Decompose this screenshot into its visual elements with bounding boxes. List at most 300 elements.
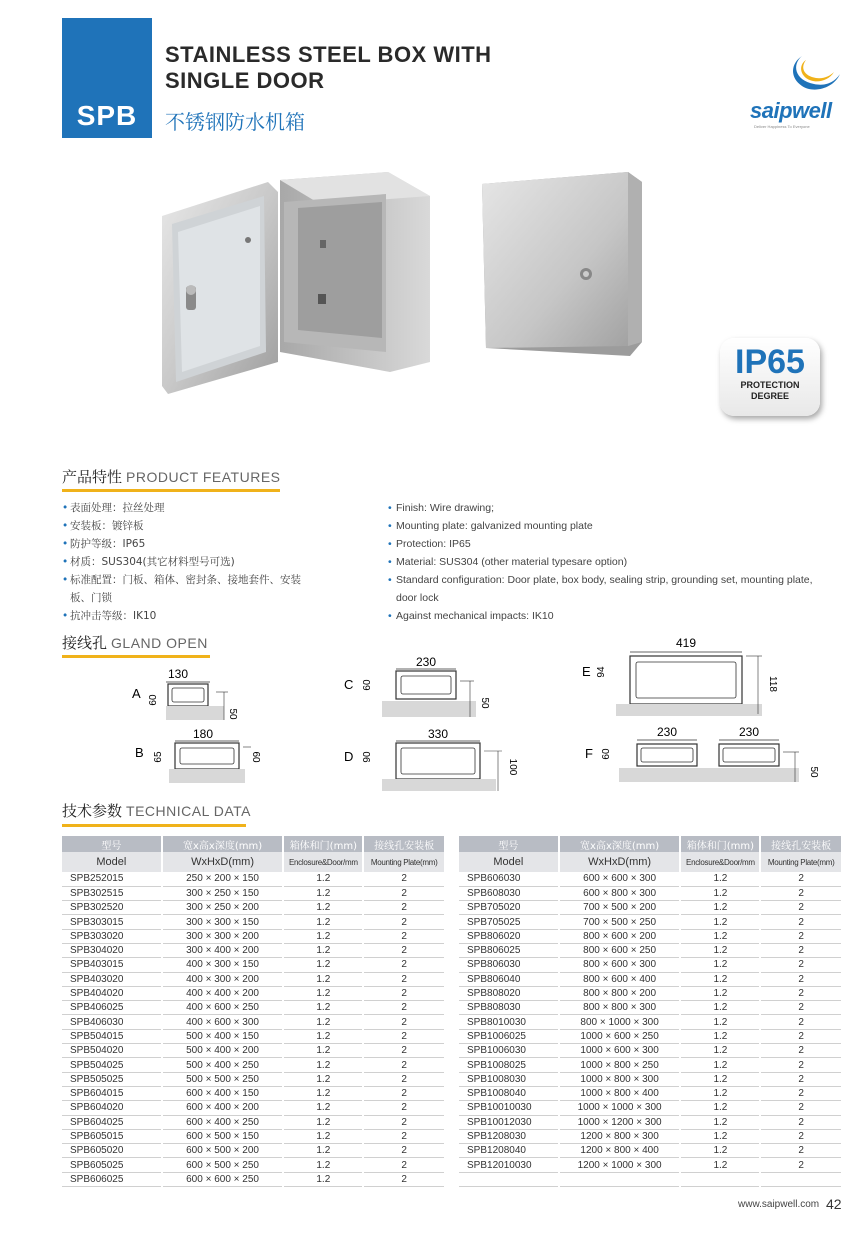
tech-table-right-body [459, 872, 842, 1187]
plate-cell: 2 [760, 915, 842, 929]
feature-en: • Finish: Wire drawing; [388, 499, 828, 517]
model-cell: SPB605015 [62, 1129, 162, 1143]
thickness-cell: 1.2 [283, 1115, 363, 1129]
feature-en: • Standard configuration: Door plate, box body, sealing strip, grounding set, mounting plate, door lock [388, 571, 818, 607]
model-cell [459, 1172, 559, 1186]
col-model-en: Model [62, 852, 162, 872]
gland-e-width: 419 [675, 636, 697, 650]
table-row [62, 886, 445, 900]
ip-line-1: PROTECTION [740, 380, 800, 390]
plate-cell: 2 [760, 886, 842, 900]
title-line-2: SINGLE DOOR [165, 68, 325, 93]
features-underline [62, 489, 280, 492]
dimensions-cell: 700 × 500 × 200 [559, 901, 681, 915]
features-list-cn [62, 499, 362, 625]
model-cell: SPB1008025 [459, 1058, 559, 1072]
thickness-cell: 1.2 [680, 1029, 760, 1043]
plate-cell: 2 [363, 1144, 445, 1158]
thickness-cell [680, 1172, 760, 1186]
table-row [459, 886, 842, 900]
saipwell-logo [750, 58, 850, 133]
table-row [459, 1158, 842, 1172]
plate-cell: 2 [363, 943, 445, 957]
feature-cn: • 抗冲击等级：IK10 [62, 607, 362, 625]
thickness-cell: 1.2 [283, 1158, 363, 1172]
thickness-cell: 1.2 [283, 986, 363, 1000]
dimensions-cell: 1000 × 1200 × 300 [559, 1115, 681, 1129]
table-row [459, 1044, 842, 1058]
model-cell: SPB505025 [62, 1072, 162, 1086]
table-row [459, 1029, 842, 1043]
features-heading-cn: 产品特性 [62, 468, 123, 486]
plate-cell: 2 [363, 872, 445, 886]
gland-d-drawing [344, 725, 519, 793]
table-row [62, 1072, 445, 1086]
thickness-cell: 1.2 [283, 1044, 363, 1058]
table-row [62, 1001, 445, 1015]
plate-cell: 2 [363, 1058, 445, 1072]
table-row [459, 901, 842, 915]
plate-cell: 2 [363, 958, 445, 972]
open-door-box-photo [160, 162, 435, 394]
thickness-cell: 1.2 [680, 1015, 760, 1029]
col-thickness-cn: 箱体和门(mm) [283, 836, 363, 852]
thickness-cell: 1.2 [680, 1044, 760, 1058]
table-row [459, 943, 842, 957]
tech-heading [62, 800, 251, 821]
gland-d-offset: 100 [507, 758, 518, 776]
thickness-cell: 1.2 [283, 1029, 363, 1043]
dimensions-cell: 800 × 800 × 300 [559, 1001, 681, 1015]
model-cell: SPB406025 [62, 1001, 162, 1015]
plate-cell: 2 [760, 1086, 842, 1100]
gland-f-height: 60 [601, 748, 612, 760]
table-row [62, 1158, 445, 1172]
model-cell: SPB10012030 [459, 1115, 559, 1129]
feature-cn: • 安装板：镀锌板 [62, 517, 362, 535]
thickness-cell: 1.2 [680, 1001, 760, 1015]
thickness-cell: 1.2 [283, 1015, 363, 1029]
dimensions-cell: 1200 × 1000 × 300 [559, 1158, 681, 1172]
closed-box-photo [480, 170, 643, 360]
model-cell: SPB606030 [459, 872, 559, 886]
model-cell: SPB10010030 [459, 1101, 559, 1115]
gland-d-height: 90 [362, 751, 373, 763]
model-cell: SPB608030 [459, 886, 559, 900]
col-plate-cn: 接线孔安装板 [760, 836, 842, 852]
plate-cell: 2 [363, 972, 445, 986]
plate-cell: 2 [363, 1072, 445, 1086]
feature-en: • Material: SUS304 (other material typesare option) [388, 553, 828, 571]
thickness-cell: 1.2 [283, 929, 363, 943]
table-row [62, 929, 445, 943]
table-row [62, 1058, 445, 1072]
dimensions-cell: 500 × 500 × 250 [162, 1072, 284, 1086]
feature-en: • Mounting plate: galvanized mounting plate [388, 517, 828, 535]
plate-cell: 2 [760, 1115, 842, 1129]
feature-cn: • 材质：SUS304(其它材料型号可选) [62, 553, 362, 571]
gland-c-width: 230 [415, 655, 437, 669]
thickness-cell: 1.2 [680, 972, 760, 986]
dimensions-cell: 1200 × 800 × 400 [559, 1144, 681, 1158]
gland-b-drawing [135, 727, 265, 785]
plate-cell: 2 [363, 929, 445, 943]
model-cell: SPB806025 [459, 943, 559, 957]
thickness-cell: 1.2 [680, 1101, 760, 1115]
table-row [459, 1129, 842, 1143]
dimensions-cell: 600 × 400 × 150 [162, 1086, 284, 1100]
col-plate-cn: 接线孔安装板 [363, 836, 445, 852]
model-cell: SPB504020 [62, 1044, 162, 1058]
plate-cell: 2 [760, 986, 842, 1000]
gland-c-label: C [344, 677, 354, 692]
model-cell: SPB302520 [62, 901, 162, 915]
plate-cell: 2 [363, 1115, 445, 1129]
table-row [62, 872, 445, 886]
model-cell: SPB806040 [459, 972, 559, 986]
thickness-cell: 1.2 [680, 929, 760, 943]
gland-heading [62, 632, 208, 653]
ip-rating: IP65 [735, 343, 805, 381]
thickness-cell: 1.2 [680, 1115, 760, 1129]
features-heading-en: PRODUCT FEATURES [126, 469, 281, 485]
gland-a-drawing [132, 666, 242, 724]
dimensions-cell: 500 × 400 × 150 [162, 1029, 284, 1043]
dimensions-cell: 1000 × 800 × 300 [559, 1072, 681, 1086]
gland-a-offset: 50 [227, 708, 238, 720]
plate-cell: 2 [363, 1044, 445, 1058]
plate-cell: 2 [760, 1044, 842, 1058]
dimensions-cell: 800 × 800 × 200 [559, 986, 681, 1000]
ip-line-2: DEGREE [750, 391, 789, 401]
table-row [62, 1029, 445, 1043]
plate-cell: 2 [363, 986, 445, 1000]
feature-en: • Against mechanical impacts: IK10 [388, 607, 828, 625]
series-code-block [62, 18, 152, 138]
model-cell: SPB806030 [459, 958, 559, 972]
thickness-cell: 1.2 [283, 1101, 363, 1115]
thickness-cell: 1.2 [283, 915, 363, 929]
dimensions-cell: 800 × 600 × 200 [559, 929, 681, 943]
feature-cn: • 标准配置：门板、箱体、密封条、接地套件、安装板、门锁 [62, 571, 312, 607]
dimensions-cell: 600 × 500 × 250 [162, 1158, 284, 1172]
plate-cell: 2 [760, 1144, 842, 1158]
col-plate-en: Mounting Plate(mm) [760, 852, 842, 872]
thickness-cell: 1.2 [283, 972, 363, 986]
table-row [62, 1101, 445, 1115]
gland-e-label: E [582, 664, 591, 679]
plate-cell: 2 [363, 1086, 445, 1100]
plate-cell: 2 [363, 1158, 445, 1172]
model-cell: SPB1208030 [459, 1129, 559, 1143]
plate-cell: 2 [363, 1129, 445, 1143]
dimensions-cell: 800 × 600 × 300 [559, 958, 681, 972]
thickness-cell: 1.2 [283, 1058, 363, 1072]
thickness-cell: 1.2 [283, 1129, 363, 1143]
dimensions-cell: 500 × 400 × 200 [162, 1044, 284, 1058]
table-row [62, 1015, 445, 1029]
tech-underline [62, 824, 246, 827]
dimensions-cell: 600 × 500 × 150 [162, 1129, 284, 1143]
dimensions-cell: 250 × 200 × 150 [162, 872, 284, 886]
model-cell: SPB304020 [62, 943, 162, 957]
table-row [62, 1086, 445, 1100]
dimensions-cell: 700 × 500 × 250 [559, 915, 681, 929]
dimensions-cell: 1000 × 600 × 250 [559, 1029, 681, 1043]
model-cell: SPB606025 [62, 1172, 162, 1186]
dimensions-cell: 600 × 800 × 300 [559, 886, 681, 900]
table-row [62, 958, 445, 972]
col-thickness-en: Enclosure&Door/mm [283, 852, 363, 872]
table-row [62, 1044, 445, 1058]
plate-cell: 2 [760, 901, 842, 915]
model-cell: SPB404020 [62, 986, 162, 1000]
gland-d-label: D [344, 749, 354, 764]
table-row [459, 1172, 842, 1186]
col-dims-cn: 宽x高x深度(mm) [162, 836, 284, 852]
gland-heading-en: GLAND OPEN [111, 635, 208, 651]
logo-tagline: Deliver Happiness To Everyone [754, 124, 810, 129]
dimensions-cell: 400 × 300 × 150 [162, 958, 284, 972]
plate-cell: 2 [760, 1101, 842, 1115]
dimensions-cell [559, 1172, 681, 1186]
dimensions-cell: 600 × 500 × 200 [162, 1144, 284, 1158]
thickness-cell: 1.2 [680, 915, 760, 929]
plate-cell: 2 [363, 901, 445, 915]
gland-b-label: B [135, 745, 144, 760]
plate-cell: 2 [760, 1001, 842, 1015]
dimensions-cell: 800 × 600 × 250 [559, 943, 681, 957]
table-row [459, 1144, 842, 1158]
tech-heading-en: TECHNICAL DATA [126, 803, 251, 819]
features-list-en [388, 499, 828, 625]
thickness-cell: 1.2 [283, 958, 363, 972]
model-cell: SPB303020 [62, 929, 162, 943]
gland-c-offset: 50 [479, 697, 490, 709]
table-row [62, 972, 445, 986]
table-row [62, 1172, 445, 1186]
dimensions-cell: 600 × 400 × 200 [162, 1101, 284, 1115]
plate-cell: 2 [760, 872, 842, 886]
dimensions-cell: 400 × 600 × 250 [162, 1001, 284, 1015]
dimensions-cell: 300 × 400 × 200 [162, 943, 284, 957]
plate-cell: 2 [760, 929, 842, 943]
model-cell: SPB604025 [62, 1115, 162, 1129]
dimensions-cell: 300 × 300 × 200 [162, 929, 284, 943]
plate-cell [760, 1172, 842, 1186]
model-cell: SPB504025 [62, 1058, 162, 1072]
col-dims-en: WxHxD(mm) [559, 852, 681, 872]
model-cell: SPB808020 [459, 986, 559, 1000]
model-cell: SPB1008040 [459, 1086, 559, 1100]
thickness-cell: 1.2 [680, 872, 760, 886]
thickness-cell: 1.2 [680, 1158, 760, 1172]
thickness-cell: 1.2 [283, 1144, 363, 1158]
model-cell: SPB705020 [459, 901, 559, 915]
plate-cell: 2 [760, 1072, 842, 1086]
thickness-cell: 1.2 [680, 901, 760, 915]
dimensions-cell: 800 × 600 × 400 [559, 972, 681, 986]
gland-e-drawing [582, 634, 782, 718]
gland-e-height: 94 [596, 666, 607, 678]
col-thickness-en: Enclosure&Door/mm [680, 852, 760, 872]
plate-cell: 2 [760, 1029, 842, 1043]
model-cell: SPB303015 [62, 915, 162, 929]
table-row [62, 943, 445, 957]
plate-cell: 2 [363, 1015, 445, 1029]
thickness-cell: 1.2 [680, 1144, 760, 1158]
feature-cn: • 表面处理：拉丝处理 [62, 499, 362, 517]
gland-b-offset: 60 [250, 751, 261, 763]
model-cell: SPB252015 [62, 872, 162, 886]
dimensions-cell: 300 × 250 × 150 [162, 886, 284, 900]
dimensions-cell: 1000 × 600 × 300 [559, 1044, 681, 1058]
table-row [459, 872, 842, 886]
plate-cell: 2 [363, 915, 445, 929]
dimensions-cell: 400 × 400 × 200 [162, 986, 284, 1000]
dimensions-cell: 400 × 300 × 200 [162, 972, 284, 986]
thickness-cell: 1.2 [283, 1072, 363, 1086]
thickness-cell: 1.2 [283, 901, 363, 915]
dimensions-cell: 1000 × 800 × 250 [559, 1058, 681, 1072]
gland-f-label: F [585, 746, 593, 761]
features-heading [62, 466, 281, 487]
model-cell: SPB705025 [459, 915, 559, 929]
model-cell: SPB403020 [62, 972, 162, 986]
tech-table-right [459, 836, 843, 1187]
tech-heading-cn: 技术参数 [62, 802, 123, 820]
table-row [459, 1058, 842, 1072]
feature-en: • Protection: IP65 [388, 535, 828, 553]
table-row [62, 1115, 445, 1129]
model-cell: SPB604015 [62, 1086, 162, 1100]
thickness-cell: 1.2 [283, 1086, 363, 1100]
table-row [459, 1086, 842, 1100]
thickness-cell: 1.2 [680, 1086, 760, 1100]
table-row [459, 1072, 842, 1086]
model-cell: SPB605020 [62, 1144, 162, 1158]
model-cell: SPB12010030 [459, 1158, 559, 1172]
table-row [459, 929, 842, 943]
thickness-cell: 1.2 [680, 1058, 760, 1072]
col-thickness-cn: 箱体和门(mm) [680, 836, 760, 852]
plate-cell: 2 [760, 1129, 842, 1143]
table-row [459, 915, 842, 929]
gland-f-drawing [585, 722, 825, 786]
model-cell: SPB1006025 [459, 1029, 559, 1043]
plate-cell: 2 [760, 958, 842, 972]
gland-c-drawing [344, 653, 494, 719]
plate-cell: 2 [760, 1058, 842, 1072]
col-dims-en: WxHxD(mm) [162, 852, 284, 872]
model-cell: SPB406030 [62, 1015, 162, 1029]
thickness-cell: 1.2 [680, 943, 760, 957]
dimensions-cell: 600 × 600 × 250 [162, 1172, 284, 1186]
footer-url: www.saipwell.com [738, 1199, 820, 1210]
thickness-cell: 1.2 [680, 1072, 760, 1086]
thickness-cell: 1.2 [283, 1172, 363, 1186]
thickness-cell: 1.2 [680, 958, 760, 972]
plate-cell: 2 [363, 1101, 445, 1115]
model-cell: SPB1208040 [459, 1144, 559, 1158]
model-cell: SPB808030 [459, 1001, 559, 1015]
table-row [459, 1101, 842, 1115]
table-row [459, 958, 842, 972]
gland-b-width: 180 [192, 727, 214, 741]
dimensions-cell: 1000 × 800 × 400 [559, 1086, 681, 1100]
dimensions-cell: 600 × 600 × 300 [559, 872, 681, 886]
plate-cell: 2 [760, 1015, 842, 1029]
plate-cell: 2 [363, 886, 445, 900]
model-cell: SPB8010030 [459, 1015, 559, 1029]
table-row [459, 1115, 842, 1129]
dimensions-cell: 1000 × 1000 × 300 [559, 1101, 681, 1115]
dimensions-cell: 400 × 600 × 300 [162, 1015, 284, 1029]
logo-swoosh-icon [784, 54, 844, 96]
gland-c-height: 60 [362, 679, 373, 691]
model-cell: SPB302515 [62, 886, 162, 900]
thickness-cell: 1.2 [283, 872, 363, 886]
dimensions-cell: 1200 × 800 × 300 [559, 1129, 681, 1143]
gland-f-offset: 50 [808, 766, 819, 778]
gland-a-height: 60 [148, 694, 159, 706]
model-cell: SPB604020 [62, 1101, 162, 1115]
table-row [62, 901, 445, 915]
page-number: 42 [826, 1196, 842, 1212]
table-row [459, 986, 842, 1000]
thickness-cell: 1.2 [680, 886, 760, 900]
plate-cell: 2 [363, 1172, 445, 1186]
product-title-en [165, 42, 545, 94]
dimensions-cell: 300 × 300 × 150 [162, 915, 284, 929]
thickness-cell: 1.2 [680, 1129, 760, 1143]
title-line-1: STAINLESS STEEL BOX WITH [165, 42, 492, 67]
col-plate-en: Mounting Plate(mm) [363, 852, 445, 872]
model-cell: SPB403015 [62, 958, 162, 972]
ip65-badge [720, 338, 820, 416]
dimensions-cell: 300 × 250 × 200 [162, 901, 284, 915]
plate-cell: 2 [760, 1158, 842, 1172]
plate-cell: 2 [363, 1029, 445, 1043]
dimensions-cell: 800 × 1000 × 300 [559, 1015, 681, 1029]
gland-underline [62, 655, 210, 658]
plate-cell: 2 [363, 1001, 445, 1015]
gland-f-width-1: 230 [656, 725, 678, 739]
col-model-cn: 型号 [62, 836, 162, 852]
thickness-cell: 1.2 [680, 986, 760, 1000]
dimensions-cell: 600 × 400 × 250 [162, 1115, 284, 1129]
gland-heading-cn: 接线孔 [62, 634, 108, 652]
gland-e-offset: 118 [767, 676, 778, 692]
series-code: SPB [76, 100, 138, 131]
product-title-cn: 不锈钢防水机箱 [165, 110, 305, 134]
model-cell: SPB504015 [62, 1029, 162, 1043]
gland-a-label: A [132, 686, 141, 701]
table-row [459, 1015, 842, 1029]
logo-wordmark: saipwell [750, 98, 832, 123]
model-cell: SPB806020 [459, 929, 559, 943]
table-row [62, 1129, 445, 1143]
model-cell: SPB1006030 [459, 1044, 559, 1058]
col-model-en: Model [459, 852, 559, 872]
table-row [62, 1144, 445, 1158]
col-dims-cn: 宽x高x深度(mm) [559, 836, 681, 852]
dimensions-cell: 500 × 400 × 250 [162, 1058, 284, 1072]
model-cell: SPB605025 [62, 1158, 162, 1172]
thickness-cell: 1.2 [283, 1001, 363, 1015]
plate-cell: 2 [760, 943, 842, 957]
tech-table-left [62, 836, 446, 1187]
